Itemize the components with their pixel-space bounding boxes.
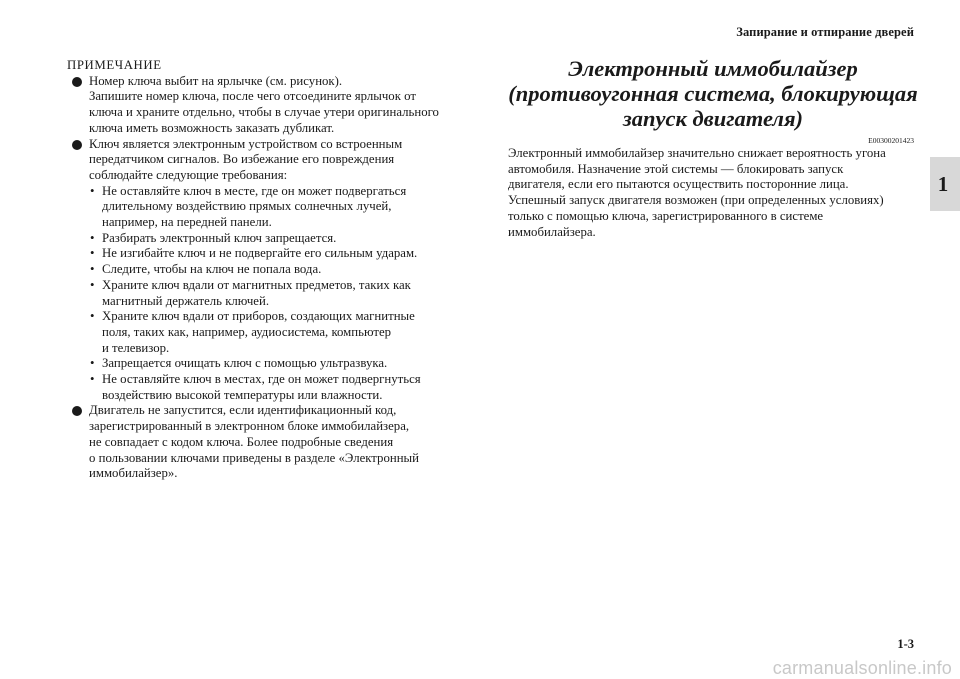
note-line: о пользовании ключами приведены в разделе «Электронный — [89, 450, 420, 465]
note-line: ключа и храните отдельно, чтобы в случае утери оригинального — [89, 105, 439, 120]
note-column — [67, 58, 477, 482]
note-sub-item — [89, 262, 477, 278]
section-body-line: иммобилайзера. — [508, 224, 596, 239]
note-sub-line: Храните ключ вдали от магнитных предметов, таких как — [102, 277, 411, 292]
bullet-dot-icon — [72, 406, 82, 416]
note-bullet — [67, 403, 477, 482]
note-sub-line: магнитный держатель ключей. — [102, 293, 270, 308]
note-sub-line: Не оставляйте ключ в местах, где он может подвергнуться — [102, 372, 421, 387]
section-body-line: двигателя, если его пытаются осуществить посторонние лица. — [508, 177, 849, 192]
note-label: ПРИМЕЧАНИЕ — [67, 58, 162, 72]
watermark: carmanualsonline.info — [772, 658, 952, 678]
note-sub-line: поля, таких как, например, аудиосистема, компьютер — [102, 324, 392, 339]
note-sub-item — [89, 231, 477, 247]
note-line: зарегистрированный в электронном блоке иммобилайзера, — [89, 419, 410, 434]
note-sub-line: и телевизор. — [102, 340, 170, 355]
note-bullet-list — [67, 74, 477, 482]
note-bullet — [67, 74, 477, 137]
note-line: не совпадает с кодом ключа. Более подробные сведения — [89, 434, 394, 449]
note-line: Номер ключа выбит на ярлычке (см. рисунок). — [89, 73, 343, 88]
note-sub-line: Запрещается очищать ключ с помощью ультразвука. — [102, 356, 388, 371]
note-sub-item — [89, 372, 477, 403]
chapter-number: 1 — [937, 171, 949, 196]
page-number: 1-3 — [897, 637, 914, 651]
note-bullet-text — [89, 137, 477, 184]
note-line: ключа иметь возможность заказать дубликат. — [89, 120, 335, 135]
note-sub-item — [89, 278, 477, 309]
section-title-line: Электронный иммобилайзер — [568, 56, 858, 81]
note-sub-line: Не изгибайте ключ и не подвергайте его сильным ударам. — [102, 246, 418, 261]
section-body-line: Успешный запуск двигателя возможен (при определенных условиях) — [508, 193, 884, 208]
note-sub-line: Следите, чтобы на ключ не попала вода. — [102, 262, 322, 277]
section-code: E00300201423 — [868, 136, 914, 145]
note-line: Ключ является электронным устройством со встроенным — [89, 136, 403, 151]
note-line: соблюдайте следующие требования: — [89, 167, 288, 182]
note-sub-list — [89, 184, 477, 404]
note-bullet-text — [89, 403, 477, 482]
note-sub-line: воздействию высокой температуры или влажности. — [102, 387, 383, 402]
note-sub-line: Разбирать электронный ключ запрещается. — [102, 230, 337, 245]
section-body-line: Электронный иммобилайзер значительно снижает вероятность угона — [508, 146, 886, 160]
bullet-dot-icon — [72, 77, 82, 87]
note-sub-line: длительному воздействию прямых солнечных лучей, — [102, 199, 392, 214]
section-body-line: автомобиля. Назначение этой системы — блокировать запуск — [508, 161, 844, 176]
bullet-dot-icon — [72, 140, 82, 150]
section-title-line: запуск двигателя) — [622, 106, 804, 131]
section-body — [508, 146, 918, 240]
section-body-line: только с помощью ключа, зарегистрированного в системе — [508, 208, 824, 223]
section-column — [508, 56, 918, 240]
note-sub-line: Храните ключ вдали от приборов, создающих магнитные — [102, 309, 415, 324]
chapter-tab — [930, 157, 960, 211]
note-line: Двигатель не запустится, если идентификационный код, — [89, 403, 397, 418]
note-sub-line: Не оставляйте ключ в месте, где он может подвергаться — [102, 183, 407, 198]
note-bullet-text — [89, 74, 477, 137]
note-line: иммобилайзер». — [89, 466, 178, 481]
note-sub-item — [89, 356, 477, 372]
note-line: Запишите номер ключа, после чего отсоедините ярлычок от — [89, 89, 416, 104]
note-line: передатчиком сигналов. Во избежание его повреждения — [89, 152, 395, 167]
note-sub-item — [89, 309, 477, 356]
section-title — [508, 56, 918, 131]
note-bullet — [67, 137, 477, 404]
section-title-line: (противоугонная система, блокирующая — [508, 81, 918, 106]
running-header: Запирание и отпирание дверей — [736, 25, 914, 39]
note-sub-line: например, на передней панели. — [102, 215, 272, 230]
note-sub-item — [89, 246, 477, 262]
note-sub-item — [89, 184, 477, 231]
